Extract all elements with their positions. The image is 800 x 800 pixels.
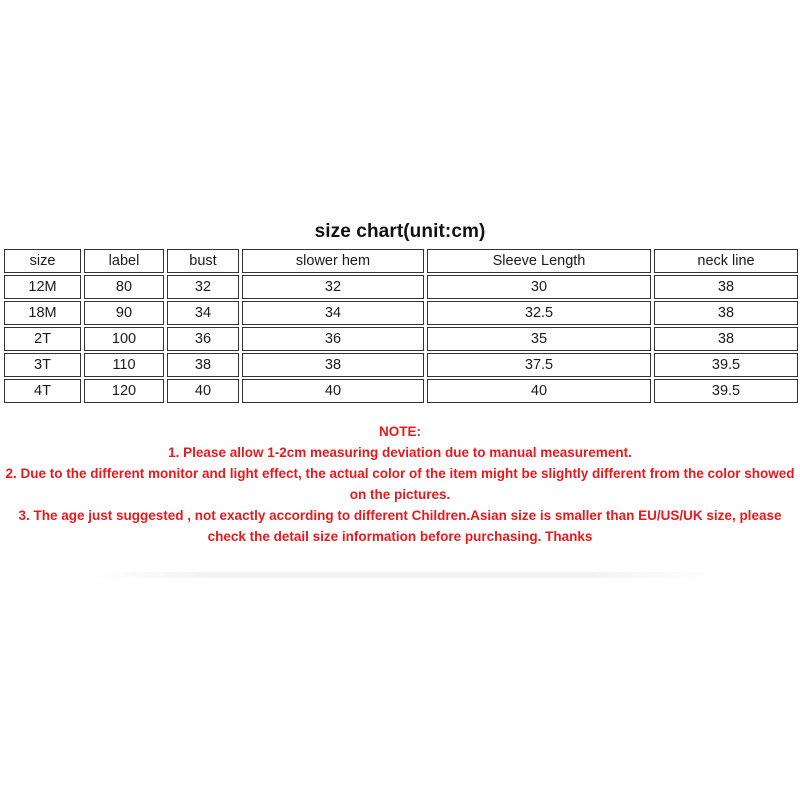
cell-size: 12M	[4, 275, 81, 299]
header-bust: bust	[167, 249, 239, 273]
cell-bust: 38	[167, 353, 239, 377]
cell-bust: 32	[167, 275, 239, 299]
cell-sleeve-length: 40	[427, 379, 651, 403]
header-label: label	[84, 249, 164, 273]
cell-label: 120	[84, 379, 164, 403]
table-header-row	[4, 249, 798, 273]
table-row	[4, 275, 798, 299]
cell-bust: 40	[167, 379, 239, 403]
cell-label: 100	[84, 327, 164, 351]
cell-neck-line: 38	[654, 275, 798, 299]
cell-sleeve-length: 30	[427, 275, 651, 299]
chart-title: size chart(unit:cm)	[314, 221, 486, 242]
cell-bust: 36	[167, 327, 239, 351]
cell-size: 18M	[4, 301, 81, 325]
table-row	[4, 353, 798, 377]
header-sleeve-length: Sleeve Length	[427, 249, 651, 273]
note-line-3: 3. The age just suggested , not exactly according to different Children.Asian size is smaller than EU/US/UK size, please check the detail size information before purchasing. Thanks	[18, 508, 782, 544]
header-size: size	[4, 249, 81, 273]
cell-slower-hem: 38	[242, 353, 424, 377]
cell-neck-line: 38	[654, 301, 798, 325]
cell-neck-line: 38	[654, 327, 798, 351]
faint-divider	[84, 572, 720, 578]
cell-sleeve-length: 32.5	[427, 301, 651, 325]
note-line-1: 1. Please allow 1-2cm measuring deviation due to manual measurement.	[168, 445, 632, 460]
cell-label: 110	[84, 353, 164, 377]
cell-sleeve-length: 37.5	[427, 353, 651, 377]
cell-neck-line: 39.5	[654, 353, 798, 377]
header-neck-line: neck line	[654, 249, 798, 273]
table-row	[4, 327, 798, 351]
header-slower-hem: slower hem	[242, 249, 424, 273]
note-section	[0, 421, 800, 547]
cell-bust: 34	[167, 301, 239, 325]
cell-size: 4T	[4, 379, 81, 403]
table-row	[4, 379, 798, 403]
cell-size: 2T	[4, 327, 81, 351]
cell-slower-hem: 34	[242, 301, 424, 325]
note-heading: NOTE:	[379, 424, 421, 439]
size-chart-table	[1, 247, 800, 405]
cell-label: 90	[84, 301, 164, 325]
cell-neck-line: 39.5	[654, 379, 798, 403]
table-row	[4, 301, 798, 325]
cell-slower-hem: 32	[242, 275, 424, 299]
cell-label: 80	[84, 275, 164, 299]
cell-slower-hem: 36	[242, 327, 424, 351]
cell-size: 3T	[4, 353, 81, 377]
cell-slower-hem: 40	[242, 379, 424, 403]
cell-sleeve-length: 35	[427, 327, 651, 351]
note-line-2: 2. Due to the different monitor and light effect, the actual color of the item might be slightly different from the color showed on the pictures.	[5, 466, 795, 502]
